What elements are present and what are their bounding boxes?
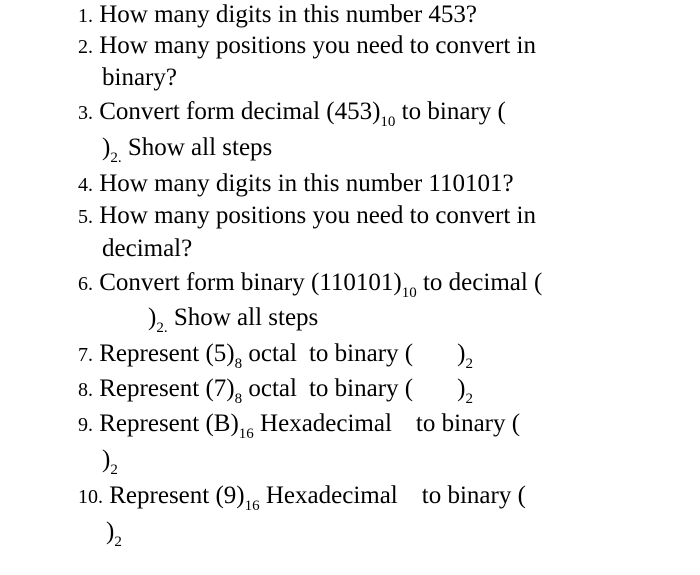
question-1 — [78, 0, 477, 30]
question-number: 10. — [78, 486, 103, 508]
question-text-prefix: Convert form binary (110101) — [99, 269, 402, 296]
question-number: 4. — [78, 174, 93, 196]
number-base-subscript: 16 — [238, 426, 254, 442]
question-4 — [78, 169, 514, 199]
target-base-subscript: 2 — [465, 356, 473, 372]
question-text-suffix: to binary ( — [395, 98, 506, 125]
question-text-target: to binary ( — [308, 375, 414, 402]
question-9-continuation — [102, 445, 118, 478]
question-text-continuation: decimal? — [102, 235, 193, 262]
question-2-continuation — [102, 63, 177, 93]
question-text-middle: Hexadecimal — [259, 482, 398, 509]
target-base-subscript: 2 — [110, 462, 118, 478]
question-2 — [78, 31, 536, 61]
question-text-prefix: Convert form decimal (453) — [99, 98, 381, 125]
closing-paren: ) — [102, 134, 111, 161]
number-base-subscript: 8 — [234, 356, 243, 372]
number-base-subscript: 10 — [401, 285, 417, 301]
question-text-prefix: Represent (5) — [99, 340, 235, 367]
question-number: 8. — [78, 379, 93, 401]
question-text-target: to binary ( — [421, 482, 526, 509]
target-base-subscript: 2 — [465, 391, 473, 407]
question-text-suffix: to decimal ( — [416, 269, 543, 296]
question-10-continuation — [106, 517, 122, 550]
question-text: How many positions you need to convert in — [99, 202, 536, 229]
closing-paren: ) — [457, 375, 466, 402]
question-3-continuation — [102, 133, 273, 166]
question-number: 2. — [78, 36, 93, 58]
question-text-continuation: binary? — [102, 64, 177, 91]
question-text: How many digits in this number 453? — [99, 1, 477, 28]
target-base-subscript: 2. — [110, 150, 122, 166]
question-text: How many positions you need to convert in — [99, 32, 536, 59]
closing-paren: ) — [148, 304, 157, 331]
question-text-prefix: Represent (7) — [99, 375, 235, 402]
question-text-continuation: Show all steps — [121, 134, 273, 161]
question-number: 5. — [78, 206, 93, 228]
question-6 — [78, 268, 543, 301]
closing-paren: ) — [106, 518, 115, 545]
question-6-continuation — [148, 303, 319, 336]
closing-paren: ) — [102, 446, 111, 473]
question-text-middle: octal — [242, 375, 297, 402]
question-10 — [78, 481, 526, 514]
question-number: 7. — [78, 344, 93, 366]
target-base-subscript: 2. — [156, 320, 168, 336]
question-5 — [78, 201, 536, 231]
number-base-subscript: 16 — [244, 498, 260, 514]
question-3 — [78, 97, 506, 130]
question-text-target: to binary ( — [308, 340, 414, 367]
question-number: 1. — [78, 5, 93, 27]
question-number: 9. — [78, 414, 93, 436]
number-base-subscript: 8 — [234, 391, 243, 407]
question-number: 6. — [78, 273, 93, 295]
closing-paren: ) — [457, 340, 466, 367]
question-7 — [78, 339, 473, 372]
question-text-prefix: Represent (9) — [109, 482, 245, 509]
question-8 — [78, 374, 473, 407]
question-5-continuation — [102, 234, 192, 264]
question-text-target: to binary ( — [415, 410, 521, 437]
question-number: 3. — [78, 102, 93, 124]
number-base-subscript: 10 — [380, 114, 396, 130]
question-text-middle: Hexadecimal — [253, 410, 392, 437]
question-text: How many digits in this number 110101? — [99, 170, 514, 197]
target-base-subscript: 2 — [114, 534, 122, 550]
question-text-middle: octal — [242, 340, 297, 367]
question-9 — [78, 409, 521, 442]
question-text-prefix: Represent (B) — [99, 410, 239, 437]
question-text-continuation: Show all steps — [167, 304, 319, 331]
